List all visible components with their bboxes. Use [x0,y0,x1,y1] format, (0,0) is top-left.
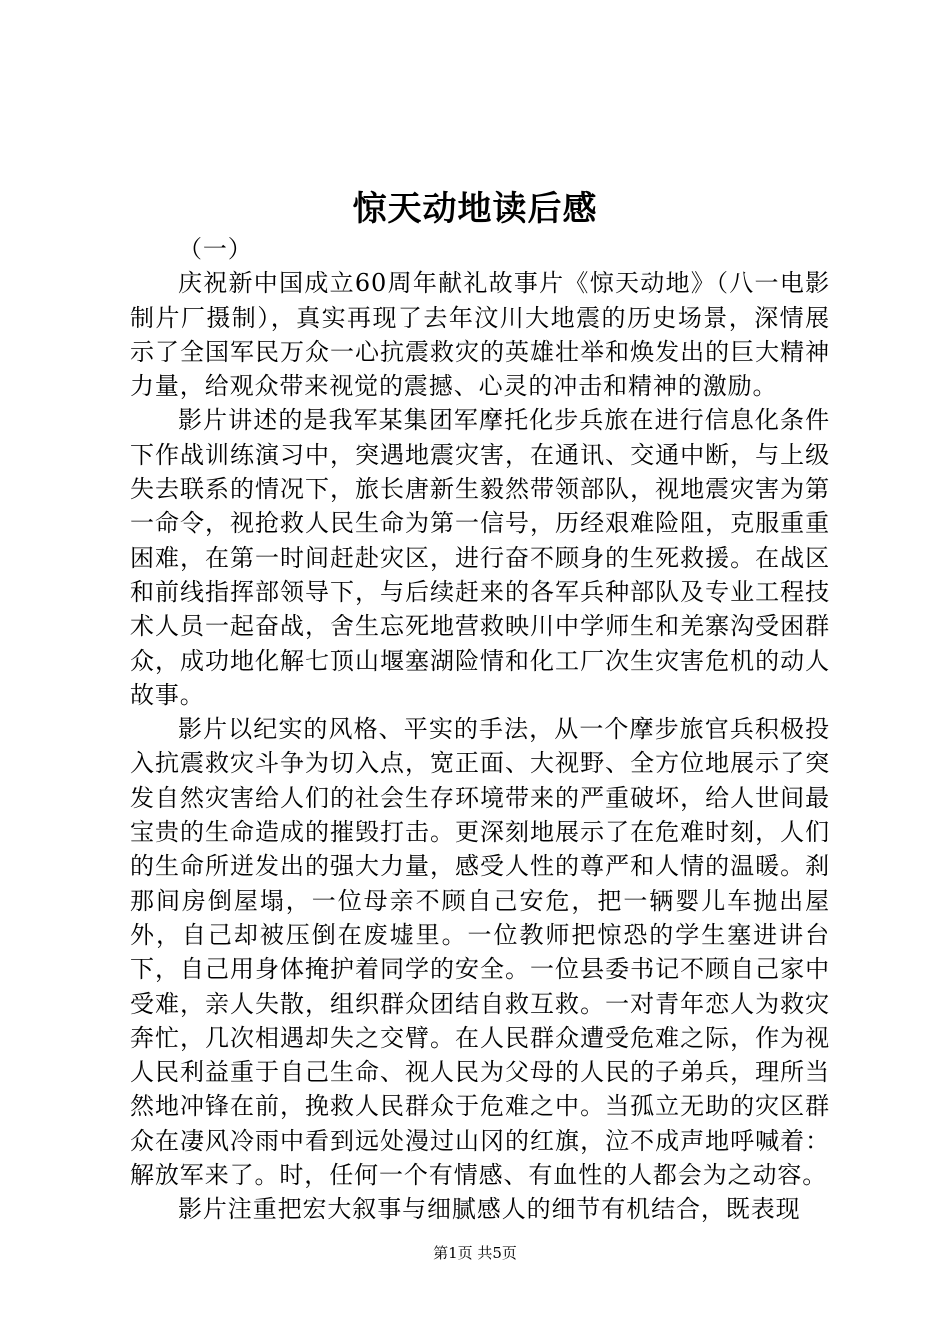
paragraph-4: 影片注重把宏大叙事与细腻感人的细节有机结合，既表现 [178,1195,801,1224]
paragraph-1: 庆祝新中国成立60周年献礼故事片《惊天动地》（八一电影制片厂摄制），真实再现了去年汶川大地震的历史场景，深情展示了全国军民万众一心抗震救灾的英雄壮举和焕发出的巨大精神力量，给观众带来视觉的震撼、心灵的冲击和精神的激励。 [130,269,830,401]
document-title: 惊天动地读后感 [352,189,598,229]
document-body [130,232,830,1227]
paragraph-2: 影片讲述的是我军某集团军摩托化步兵旅在进行信息化条件下作战训练演习中，突遇地震灾害，在通讯、交通中断，与上级失去联系的情况下，旅长唐新生毅然带领部队，视地震灾害为第一命令，视抢救人民生命为第一信号，历经艰难险阻，克服重重困难，在第一时间赶赴灾区，进行奋不顾身的生死救援。在战区和前线指挥部领导下，与后续赶来的各军兵种部队及专业工程技术人员一起奋战，舍生忘死地营救映川中学师生和羌寨沟受困群众，成功地化解七顶山堰塞湖险情和化工厂次生灾害危机的动人故事。 [130,406,830,709]
page-footer: 第1页 共5页 [433,1244,517,1262]
paragraph-3: 影片以纪实的风格、平实的手法，从一个摩步旅官兵积极投入抗震救灾斗争为切入点，宽正面、大视野、全方位地展示了突发自然灾害给人们的社会生存环境带来的严重破坏，给人世间最宝贵的生命造成的摧毁打击。更深刻地展示了在危难时刻，人们的生命所迸发出的强大力量，感受人性的尊严和人情的温暖。刹那间房倒屋塌，一位母亲不顾自己安危，把一辆婴儿车抛出屋外，自己却被压倒在废墟里。一位教师把惊恐的学生塞进讲台下，自己用身体掩护着同学的安全。一位县委书记不顾自己家中受难，亲人失散，组织群众团结自救互救。一对青年恋人为救灾奔忙，几次相遇却失之交臂。在人民群众遭受危难之际，作为视人民利益重于自己生命、视人民为父母的人民的子弟兵，理所当然地冲锋在前，挽救人民群众于危难之中。当孤立无助的灾区群众在凄风冷雨中看到远处漫过山冈的红旗，泣不成声地呼喊着：解放军来了。时，任何一个有情感、有血性的人都会为之动容。 [130,715,830,1190]
section-marker: （一） [178,235,253,263]
